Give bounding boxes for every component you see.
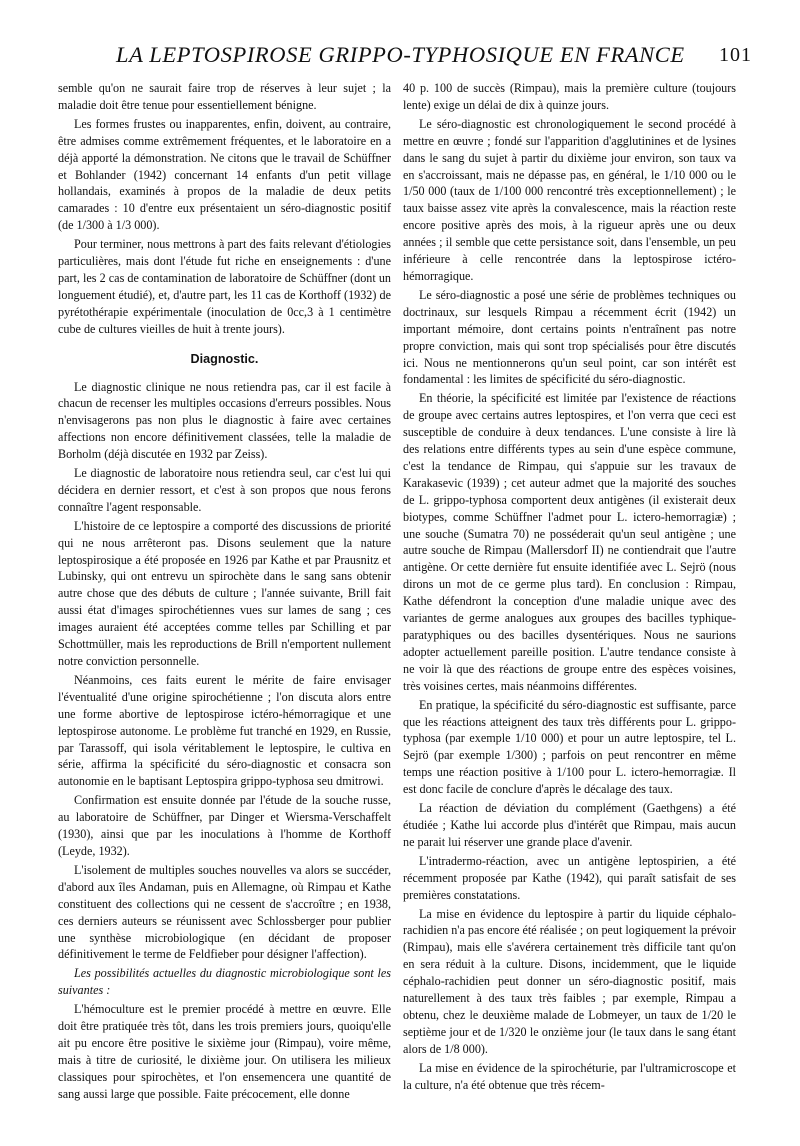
right-column — [403, 80, 736, 1095]
paragraph: Confirmation est ensuite donnée par l'étude de la souche russe, au laboratoire de Schüffner, par Dinger et Wiersma-Verschaffelt (1930), ainsi que par les inoculations à l'homme de Korthoff (Leyde, 1932). — [58, 793, 391, 858]
paragraph: Le diagnostic de laboratoire nous retiendra seul, car c'est lui qui décidera en dernier ressort, et c'est à son propos que nous ferons connaître l'agent responsable. — [58, 466, 391, 514]
paragraph: En théorie, la spécificité est limitée par l'existence de réactions de groupe avec certains autres leptospires, et l'on verra que ceci est susceptible de conduire à deux tendances. L'une consiste à lire là des relations entre différents types au sein d'une espèce commune, c'est la tendance de Rimpau, qui s'appuie sur les travaux de Karakasevic (1939) ; cet auteur admet que la majorité des souches de L. grippo-typhosa comportent deux antigènes (il existerait deux biotypes, comme Schüffner l'admet pour L. ictero-hemorragiæ) ; une souche (Sumatra 70) ne posséderait qu'un seul antigène ; une autre souche de Rimpau (Mallersdorf II) ne contiendrait que l'autre antigène. Or cette dernière fut ensuite identifiée avec L. Sejrö (nous dirons un mot de ce germe plus tard). En conclusion : Rimpau, Kathe défendront la conception d'une maladie unique avec des variantes de germe analogues aux groupes des bacilles typhique-paratyphiques ou des bacilles dysentériques. Nous ne saurions adopter actuellement pareille position. L'autre tendance consiste à ne voir là que des réactions de groupe entre des espèces voisines, très voisines certes, mais néanmoins différentes. — [403, 391, 736, 693]
paragraph: La réaction de déviation du complément (Gaethgens) a été étudiée ; Kathe lui accorde plus d'intérêt que Rimpau, mais aucun ne parait lui réserver une grande place d'avenir. — [403, 801, 736, 849]
running-title: LA LEPTOSPIROSE GRIPPO-TYPHOSIQUE EN FRANCE — [116, 42, 685, 67]
paragraph: Pour terminer, nous mettrons à part des faits relevant d'étiologies particulières, mais dont l'étude fut riche en enseignements : d'une part, les 2 cas de contamination de laboratoire de Schüffner (dont un longuement étudié), et, d'autre part, les 11 cas de Korthoff (1932) de pyrétothérapie expérimentale (inoculation de 0cc,3 à 1 centimètre cube de cultures vieilles de huit à trente jours). — [58, 237, 391, 336]
paragraph: L'hémoculture est le premier procédé à mettre en œuvre. Elle doit être pratiquée très tôt, dans les trois premiers jours, quoiqu'elle ait pu encore être positive le sixième jour (Rimpau), voire même, mais à titre de curiosité, le dixième jour. On utilisera les milieux classiques pour spirochètes, et l'on ensemencera une quantité de sang aussi large que possible. Faite précocement, elle donne — [58, 1002, 391, 1101]
paragraph: La mise en évidence du leptospire à partir du liquide céphalo-rachidien n'a pas encore été réalisée ; on peut logiquement la prévoir (Rimpau), mais elle s'avérera certainement très difficile tant qu'on en sera réduit à la culture. Disons, incidemment, que le liquide céphalo-rachidien peut donner un séro-diagnostic positif, mais naturellement à des taux très faibles ; par exemple, Rimpau a obtenu, chez le deuxième malade de Lobmeyer, un taux de 1/20 le septième jour et de 1/320 le onzième jour (le taux dans le sang étant alors de 1/8 000). — [403, 906, 736, 1056]
paragraph: Le diagnostic clinique ne nous retiendra pas, car il est facile à chacun de recenser les multiples occasions d'erreurs possibles. Nous n'envisagerons pas non plus le diagnostic à faire avec certaines affections non encore définitivement classées, telle la maladie de Borholm (déjà discutée en 1932 par Zeiss). — [58, 379, 391, 462]
left-column — [58, 80, 391, 1105]
paragraph: L'histoire de ce leptospire a comporté des discussions de priorité qui ne nous arrêteront pas. Disons seulement que la nature leptospirosique a été proposée en 1926 par Kathe et par Prausnitz et Lubinsky, qui ont entrevu un spirochète dans le sang sans obtenir autre chose que des débuts de culture ; l'année suivante, Brill fait aussi état d'images spirochétiennes vues sur lames de sang ; ces images auraient été acceptées comme telles par Schilling et par Schottmüller, mais les reproductions de Brill n'emportent nullement notre conviction personnelle. — [58, 518, 391, 668]
paragraph: Le séro-diagnostic a posé une série de problèmes techniques ou doctrinaux, sur lesquels Rimpau a récemment écrit (1942) un important mémoire, dont certains points n'entraînent pas notre propre conviction, mais qui sont trop spécialisés pour être discutés ici. Nous ne mentionnerons qu'un seul point, car son intérêt est fondamental : les limites de spécificité du séro-diagnostic. — [403, 287, 736, 387]
paragraph: Les possibilités actuelles du diagnostic microbiologique sont les suivantes : — [58, 966, 391, 998]
paragraph: Le séro-diagnostic est chronologiquement le second procédé à mettre en œuvre ; fondé sur l'apparition d'agglutinines et de lysines dans le sang du sujet à partir du dixième jour environ, son taux va en s'accroissant, mais ne dépasse pas, en général, le 1/10 000 ou le 1/50 000 (taux de 1/100 000 rencontré très exceptionnellement) ; le taux baisse assez vite après la convalescence, mais la réaction reste encore positive après des mois, à la rigueur après une ou deux années ; il semble que cette persistance soit, dans l'ensemble, un peu inférieure à celle rencontrée dans la leptospirose ictéro-hémorragique. — [403, 116, 736, 283]
page-number: 101 — [719, 44, 752, 66]
paragraph: L'isolement de multiples souches nouvelles va alors se succéder, d'abord aux îles Andaman, puis en Allemagne, où Rimpau et Kathe constituent des collections qui ne cessent de s'accroître ; en 1938, ces derniers auteurs se réunissent avec Schlossberger pour publier une synthèse microbiologique (en décidant de proposer définitivement le terme de Feldfieber pour désigner l'affection). — [58, 862, 391, 962]
paragraph: En pratique, la spécificité du séro-diagnostic est suffisante, parce que les réactions atteignent des taux très différents pour L. grippo-typhosa (par exemple 1/10 000) et pour un autre leptospire, tel L. Sejrö (par exemple 1/300) ; parfois on peut rencontrer en même temps une réaction positive à 1/100 pour L. ictero-hemorragiæ. Il est donc facile de conclure d'après le décalage des taux. — [403, 697, 736, 797]
paragraph: 40 p. 100 de succès (Rimpau), mais la première culture (toujours lente) exige un délai de dix à quinze jours. — [403, 81, 736, 112]
section-heading: Diagnostic. — [190, 351, 259, 366]
paragraph: Les formes frustes ou inapparentes, enfin, doivent, au contraire, être admises comme extrêmement fréquentes, et le laboratoire en a déjà apporté la démonstration. Ne citons que le travail de Schüffner et Bohlander (1942) concernant 14 enfants d'un petit village hollandais, examinés à propos de la maladie de deux petits camarades : 10 d'entre eux présentaient un séro-diagnostic positif (de 1/300 à 1/3 000). — [58, 116, 391, 233]
paragraph: L'intradermo-réaction, avec un antigène leptospirien, a été récemment proposée par Kathe (1942), qui paraît satisfait de ses premières constatations. — [403, 853, 736, 902]
paragraph: semble qu'on ne saurait faire trop de réserves à leur sujet ; la maladie doit être tenue pour essentiellement bénigne. — [58, 81, 391, 112]
running-header — [52, 42, 752, 76]
paragraph: La mise en évidence de la spirochéturie, par l'ultramicroscope et la culture, n'a été obtenue que très récem- — [403, 1060, 736, 1092]
paragraph: Néanmoins, ces faits eurent le mérite de faire envisager l'éventualité d'une origine spirochétienne ; l'on discuta alors entre une forme abortive de leptospirose ictéro-hémorragique et une leptospirose autonome. Le problème fut tranché en 1929, en Russie, par Tarassoff, qui isola véritablement le leptospire, le cultiva en série, affirma la spécificité du séro-diagnostic et consacra son autonomie en le baptisant Leptospira grippo-typhosa seu dmitrowi. — [58, 672, 391, 789]
